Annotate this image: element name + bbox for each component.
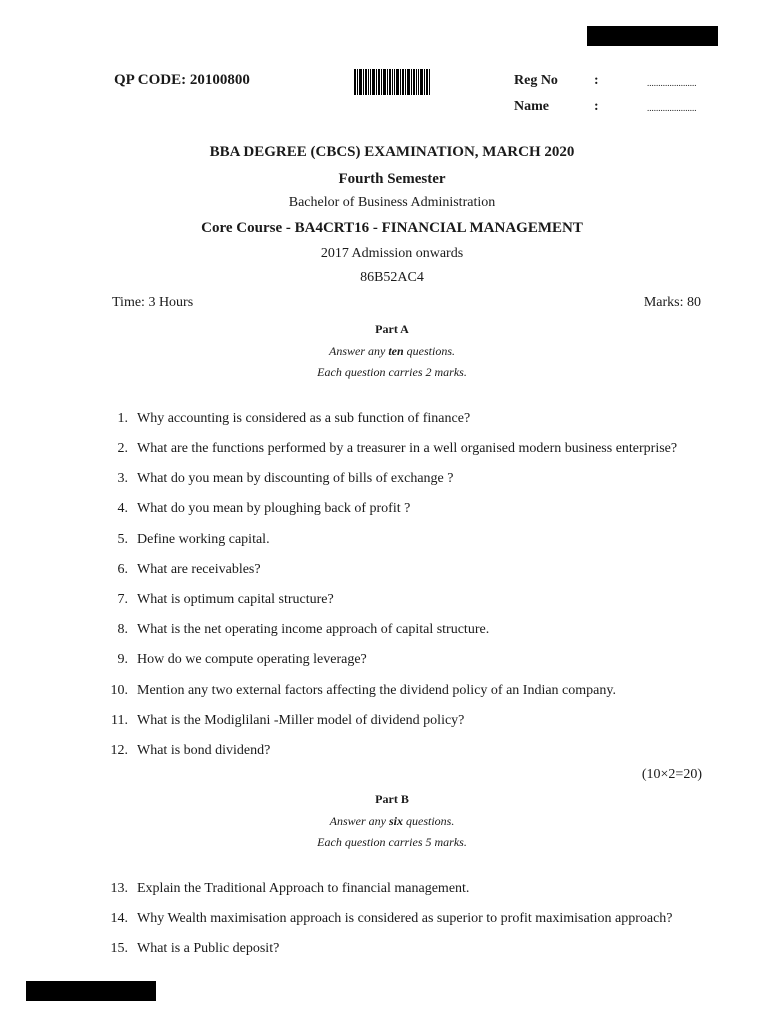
question-text: Why Wealth maximisation approach is considered as superior to profit maximisation approach? — [137, 911, 673, 926]
question-number: 4. — [117, 501, 128, 516]
redaction-bar-top — [587, 26, 718, 46]
question-item — [0, 743, 768, 761]
question-number: 5. — [117, 532, 128, 547]
name-blank: ...................... — [647, 103, 697, 113]
question-item — [0, 562, 768, 580]
reg-no-blank: ...................... — [647, 78, 697, 88]
programme: Bachelor of Business Administration — [288, 195, 496, 210]
question-item — [0, 713, 768, 731]
question-number: 1. — [117, 411, 128, 426]
reg-no-colon: : — [594, 73, 599, 88]
barcode-image — [354, 69, 430, 95]
question-item — [0, 592, 768, 610]
part-a-instruction: Answer any ten questions. — [328, 344, 455, 358]
semester: Fourth Semester — [338, 171, 446, 187]
question-number: 15. — [110, 941, 128, 956]
question-text: Why accounting is considered as a sub function of finance? — [137, 411, 471, 426]
question-text: What are the functions performed by a treasurer in a well organised modern business enterprise? — [137, 441, 678, 456]
exam-title: BBA DEGREE (CBCS) EXAMINATION, MARCH 2020 — [209, 144, 575, 160]
question-item — [0, 501, 768, 519]
question-number: 12. — [110, 743, 128, 758]
question-item — [0, 881, 768, 899]
question-text: What is bond dividend? — [137, 743, 271, 758]
question-item — [0, 532, 768, 550]
part-b-instruction: Answer any six questions. — [329, 814, 455, 828]
question-number: 14. — [110, 911, 128, 926]
question-number: 11. — [111, 713, 128, 728]
part-a-marks-note: Each question carries 2 marks. — [317, 365, 467, 379]
part-b-heading: Part B — [375, 792, 409, 806]
question-item — [0, 941, 768, 959]
question-number: 6. — [117, 562, 128, 577]
question-number: 10. — [110, 683, 128, 698]
question-number: 8. — [117, 622, 128, 637]
course-title: Core Course - BA4CRT16 - FINANCIAL MANAGEMENT — [201, 220, 583, 236]
question-item — [0, 683, 768, 701]
question-number: 2. — [117, 441, 128, 456]
part-a-heading: Part A — [375, 322, 409, 336]
paper-code: 86B52AC4 — [360, 270, 424, 285]
question-number: 13. — [110, 881, 128, 896]
question-text: What is the Modiglilani -Miller model of dividend policy? — [137, 713, 465, 728]
question-item — [0, 911, 768, 929]
question-text: What is a Public deposit? — [137, 941, 280, 956]
question-text: Mention any two external factors affecting the dividend policy of an Indian company. — [137, 683, 616, 698]
question-item — [0, 411, 768, 429]
name-colon: : — [594, 99, 599, 114]
question-item — [0, 652, 768, 670]
question-item — [0, 471, 768, 489]
question-item — [0, 441, 768, 459]
question-number: 7. — [117, 592, 128, 607]
question-text: What do you mean by ploughing back of profit ? — [137, 501, 411, 516]
time-allowed: Time: 3 Hours — [112, 295, 194, 310]
part-a-total: (10×2=20) — [641, 767, 702, 782]
question-text: Explain the Traditional Approach to financial management. — [137, 881, 470, 896]
question-text: Define working capital. — [137, 532, 270, 547]
question-text: What is optimum capital structure? — [137, 592, 334, 607]
part-b-marks-note: Each question carries 5 marks. — [317, 835, 467, 849]
reg-no-label: Reg No — [514, 73, 558, 88]
admission: 2017 Admission onwards — [320, 246, 464, 261]
question-text: What do you mean by discounting of bills of exchange ? — [137, 471, 454, 486]
redaction-bar-bottom — [26, 981, 156, 1001]
qp-code: QP CODE: 20100800 — [114, 72, 250, 88]
name-label: Name — [514, 99, 549, 114]
question-text: What is the net operating income approach of capital structure. — [137, 622, 490, 637]
question-item — [0, 622, 768, 640]
max-marks: Marks: 80 — [643, 295, 701, 310]
question-number: 9. — [117, 652, 128, 667]
question-text: What are receivables? — [137, 562, 261, 577]
question-text: How do we compute operating leverage? — [137, 652, 367, 667]
question-number: 3. — [117, 471, 128, 486]
